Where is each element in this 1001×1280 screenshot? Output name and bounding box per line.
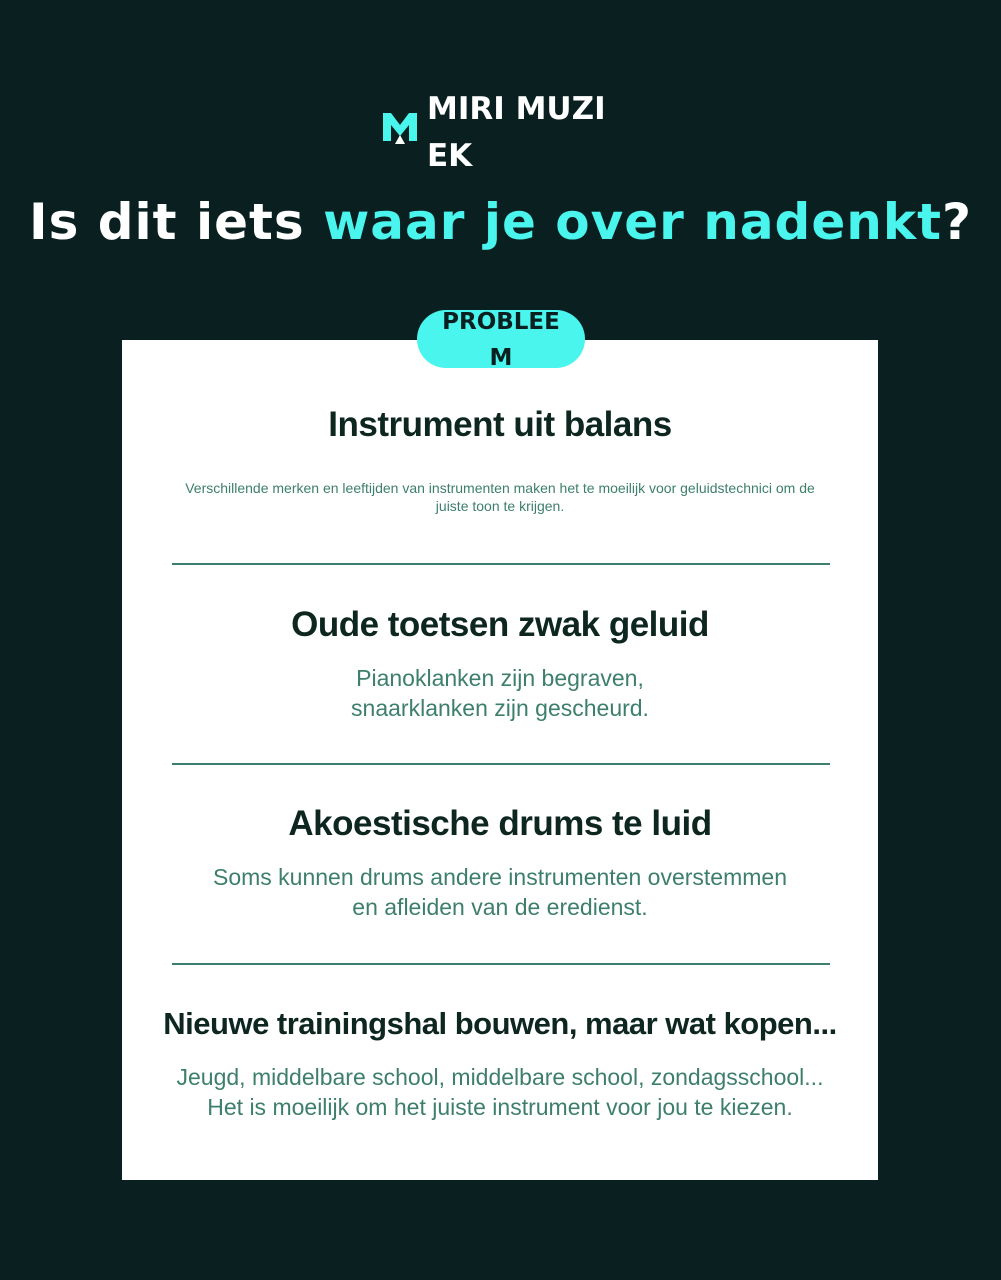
problem-description: [122, 663, 878, 723]
problem-item: [122, 605, 878, 723]
description-line: en afleiden van de eredienst.: [352, 894, 648, 920]
divider: [172, 963, 830, 965]
description-line: Pianoklanken zijn begraven,: [356, 665, 644, 691]
problem-title: Akoestische drums te luid: [288, 804, 712, 843]
headline-prefix: Is dit iets: [28, 193, 324, 251]
problem-description: [122, 1062, 878, 1122]
problem-title: Nieuwe trainingshal bouwen, maar wat kopen...: [163, 1006, 837, 1041]
problem-title: Oude toetsen zwak geluid: [291, 605, 709, 644]
problem-description: [122, 862, 878, 922]
brand-name: MIRI MUZIEK: [427, 91, 606, 174]
problem-item: [122, 405, 878, 515]
divider: [172, 563, 830, 565]
headline-suffix: ?: [942, 193, 973, 251]
description-line: Jeugd, middelbare school, middelbare school, zondagsschool...: [176, 1064, 824, 1090]
description-line: Soms kunnen drums andere instrumenten overstemmen: [212, 864, 787, 890]
divider: [172, 763, 830, 765]
problem-badge: [417, 310, 585, 368]
problem-item: [122, 1006, 878, 1122]
headline-highlight: waar je over nadenkt: [323, 193, 943, 251]
description-line: Het is moeilijk om het juiste instrument voor jou te kiezen.: [207, 1094, 793, 1120]
problem-item: [122, 804, 878, 922]
problem-title: Instrument uit balans: [328, 405, 672, 444]
badge-label: PROBLEEM: [442, 310, 560, 368]
problem-description: Verschillende merken en leeftijden van instrumenten maken het te moeilijk voor geluidstechnici om de juiste toon te krijgen.: [185, 480, 815, 514]
page-headline: [0, 193, 1001, 251]
logo-icon: [383, 113, 417, 145]
description-line: snaarklanken zijn gescheurd.: [351, 695, 649, 721]
